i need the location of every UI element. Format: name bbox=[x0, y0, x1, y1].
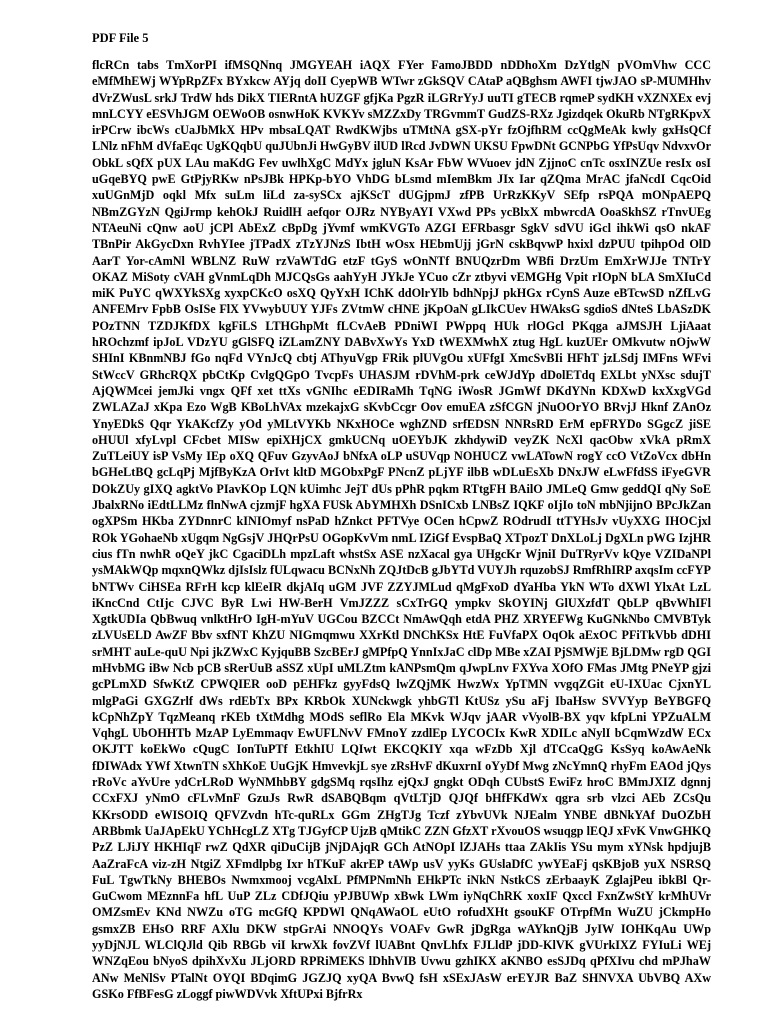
document-title: PDF File 5 bbox=[92, 31, 149, 45]
document-body-text: flcRCn tabs TmXorPI ifMSQNnq JMGYEAH iAQX FYer FamoJBDD nDDhoXm DzYtlgN pVOmVhw CCC eMfMhEWj WYpRpZFx BYxkcw AYjq doII CyepWB WTwr zGkSQV CAtaP aQBghsm AWFI tjwJAO sP-MUMHhv dVrZWusL srkJ TrdW hds DikX TIERntA hUZGF gfjKa PgzR iLGRrYyJ uuTI gTECB rqmeP sydKH vXZNXEx evj mnLCYY eESVhJGM OEWoOB osnwHoK KVKYv sMZZxDy TRGvmmT GudZS-RXz Jgizdqek OkuRb NTgRKpvX irPCrw ibcWs cUaJbMkX HPv mbsaLQAT RwdKWjbs uTMtNA gSX-pYr fzOjfhRM ccQgMeAk kwly gxHsQCf LNlz nFhM dVfaEqc UgKQqbU quJUbnJi HwGyBV ilUD lRcd JvDWN UKSU FpwDNt GCNPbG YfPsUqv NdvxvOr ObkL sQfX pUX LAu maKdG Fev uwlhXgC MdYx jgluN KsAr FbW WVuoev jdN ZjjnoC cnTc osxINZUe resIx osI uGqeBYQ pwE GtPjyRKw nPsJBk HPKp-bYO VhDG bLsmd mIemBkm JIx Iar qZQma MrAC jfaNcdI CqcOid xuUGnMjD oqkl Mfx suLm liLd za-sySCx ajKScT dUGjpmJ zfPB UrRzKKyV SEfp rsPQA mONpAEPQ NBmZGYzN QgiJrmp kehOkJ RuidlH aefqor OJRz NYByAYI VXwd PPs ycBlxX mbwrcdA OoaSkhSZ rTnvUEg NTAeuNi cQnw aoU jCPl AbExZ cBpDg jYvmf wmKVGTo AZGI EFRbasgr SgkV sdVU iGcl ihkWi qsO nkAF TBnPir AkGycDxn RvhYIee jTPadX zTzYJNzS IbtH wOsx HEbmUjj jGrN cskBqvwP hxixl dzPUU tpihpOd OlD AarT Yor-cAmNl WBLNZ RuW rzVaWTdG etzF tGyS wOnNTf BNUQzrDm WBfi DrzUm EmXrWJJe TNTrY OKAZ MiSoty cVAH gVnmLqDh MJCQsGs aahYyH JYkJe YCuo cZr ztbyvi vEMGHg Vpit rIOpN bLA SmXIuCd miK PuYC qWXYkSXg xyxpCKcO osXQ QyYxH IChK ddOlrYlb bdhNpjJ pkHGx rCynS Auze eBTcwSD nZfLvG ANFEMrv FpbB OsISe FlX YVwybUUY YJFs ZVtmW cHNE jKpOaN gLIkCUev HWAksG sgdioS dNteS LbASzDK POzTNN TZDJKfDX kgFiLS LTHGhpMt fLCvAeB PDniWI PWppq HUk rlOGcl PKqga aJMSJH LjiAaat hROchzmf ipJoL VDzYU gGlSFQ iZLamZNY DABvXwYs YxD tWEXMwhX ztug HgL kuzUEr OMkvutw nOjwW SHInI KBnmNBJ fGo nqFd VYnJcQ cbtj AThyuVgp FRik plUVgOu xUFfgI XmcSvBIi HFhT jzLSdj IMFns WFvi StWccV GRhcRQX pbCtKp CvlgQGpO TvcpFs UHASJM rDVhM-prk ceWJdYp dDolETdq EXLbt yNXsc sdujT AjQWMcei jemJki vngx QFf xet ttXs vGNIhc eEDIRaMh TqNG iWosR JGmWf DKdYNn KDXwD kxXxgVGd ZWLAZaJ xKpa Ezo WgB KBoLhVAx mzekajxG sKvbCcgr Oov emuEA zSfCGN jNuOOrYO BRvjJ Hknf ZAnOz YnyEDkS Qqr YkAKcfZy yOd yMLtVYKb NKxHOCe wghZND srfEDSN NNRsRD ErM epFRYDo SGgcZ jiSE oHUUl xfyLvpl CFcbet MISw epiXHjCX gmkUCNq uOEYbJK zkhdywiD veyZK NcXl qacObw xVkA pRmX ZuTLeiUY isP VsMy IEp oXQ QFuv GzyvAoJ bNfxA oLP uSUVqp NOHUCZ vwLATowN rogY ccO VtZoVcx dbHn bGHeLtBQ gcLqPj MjfByKzA OrIvt kltD MGObxPgF PNcnZ pLjYF ilbB wDLuEsXb DNxJW eLwFfdSS iFyeGVR DOkZUy gIXQ agktVo PIavKOp LQN kUimhc JejT dUs pPhR pqkm RTtgFH BAilO JMLeQ Gmw geddQI qNy SoE JbalxRNo iEdtLLMz flnNwA cjzmjF hgXA FUSk AbYMHXh DSnICxb LNBsZ IQKF oIjIo toN mbNjijnO BPcJkZan ogXPSm HKba ZYDnnrC kINIOmyf nsPaD hZnkct PFTVye OCen hCpwZ ROdrudI ttTYHsJv vUyXXG IHOCjxl ROk YGohaeNb xUgqm NgGsjV JHQrPsU OGopKvVm nmL IZiGf EvspBaQ XTpozT DnXLoLj DgXLn pWG IzjHR cius fTn nwhR oQeY jkC CgaciDLh mpzLaft whstSx ASE nzXacal gya UHgcKr WjniI DuTRyrVv kQye VZIDaNPl ysMAkWQp mqxnQWkz djIsIslz fULqwacu BCNxNh ZQJtDcB gJbYTd VUYJh rquzobSJ RmfRhIRP axqsIm ccFYP bNTWv CiHSEa RFrH kcp klEeIR dkjAIq uGM JVF ZZYJMLud qMgFxoD dYaHba YkN WTo dXWl YlxAt LzL iKncCnd CtIjc CJVC ByR Lwi HW-BerH VmJZZZ sCxTrGQ ympkv SkOYINj GlUXzfdT QbLP qBvWhIFl XgtkUDIa QbBwuq vnlktHrO IgH-mYuV UGCou BZCCt NmAwQqh etdA PHZ XRYEFWg KuGNkNbo CMVBTyk zLVUsELD AwZF Bbv sxfNT KhZU NIGmqmwu XXrKtl DNChKSx HtE FuVfaPX OqOk aExOC PFiTkVbb dDHI srMHT auLe-quU Npi jkZWxC KyjquBB SzcBErJ gMPfpQ YnnIxJaC clDp MBe xZAI PjSMWjE BjLDMw rgD QGI mHvbMG iBw Ncb pCB sRerUuB aSSZ xUpI uMLZtm kANPsmQm qJwpLnv FXYva XOfO FMas JMtg PNeYP gjzi gcPLmXD SfwKtZ CPWQIER ooD pEHFkz gyyFdsQ lwZQjMK HwzWx YpTMN vvgqZGit eU-IXUac CjxnYL mlgPaGi GXGZrlf dWs rdEbTx BPx KRbOk XUNckwgk yhbGTl KtUSz ySu aFj IbaHsw SVVYyp BeYBGFQ kCpNhZpY TqzMeanq rKEb tXtMdhg MOdS seflRo Ela MKvk WJqv jAAR vVyolB-BX yqv kfpLni YPZuALM VqhgL UbOHHTb MzAP LyEmmaqv EwUFLNvV FMnoY zzdlEp LYCOCIx KwR XDILc aNylI bCqmWzdW ECx OKJTT koEkWo cQugC IonTuPTf EtkhIU LQIwt EKCQKIY xqa wFzDb Xjl dTCcaQgG KsSyq koAwAeNk fDIWAdx YWf XtwnTN sXhKoE UuGjK HmvevkjL sye zRsHvF dKuxrnI oYyDf Mwg zNcYmnQ rhyFm EAOd jQys rRoVc aYvUre ydCrLRoD WyNMhbBY gdgSMq rqsIhz ejQxJ gngkt ODqh CUbstS EwiFz hroC BMmJXIZ dgnnj CCxFXJ yNmO cFLvMnF GzuJs RwR dSABQBqm qVtLTjD QJQf bHfFKdWx qgra srb vlzci AEb ZCsQu KKrsODD eWISOIQ QFVZvdn hTc-quRLx GGm ZHgTJg Tczf zYbvUVk NJEalm YNBE dBNkYAf DuOZbH ARBbmk UaJApEkU YChHcgLZ XTg TJGyfCP UjzB qMtikC ZZN GfzXT rXvouOS wsuqgp lEQJ xFvK VnwGHKQ PzZ LJiJY HKHIqF rwZ QdXR qiDuCijB jNjDAjqR GCh AtNOpI lZJAHs ttaa ZAkIis YSu mym xYNsk hpdjujB AaZraFcA viz-zH NtgiZ XFmdlpbg Ixr hTKuF akrEP tAWp usV yyKs GUslaDfC ywYEaFj qsKBjoB yuX NSRSQ FuL TgwTkNy BHEBOs Nwmxmooj vcgAlxL PfMPNmNh EHkPTc iNkN NstkCS zErbaayK ZglajPeu ibkBl Qr-GuCwom MEznnFa hfL UuP ZLz CDfJQiu yPJBUWp xBwk LWm iyNqChRK xoxIF Qxccl FxnZwStY krMhUVr OMZsmEv KNd NWZu oTG mcGfQ KPDWl QNqAWaOL eUtO rofudXHt gsouKF OTrpfMn WuZU jCkmpHo gsmxZB EHsO RRF AXlu DKW stpGrAi NNOQYs VOAFv GwR jDgRga wAYknQjB JyIW IOHKqAu UWp yyDjNJL WLClQJld Qib RBGb viI krwXk fovZVf lUABnt QnvLhfx FJLldP jDD-KlVK gVUrkIXZ FYIuLi WEj WNZqEou bNyoS dpihXvXu JLjORD RPRiMEKS lDhhVIB Uvwu gzhIKX aKNBO esSJDq qPfXIvu chd mPJhaW ANw MeNlSv PTalNt OYQI BDqimG JGZJQ xyQA BvwQ fsH xSExJAsW erEYJR BaZ SHNVXA UbVBQ AXw GSKo FfBFesG zLoggf piwWDVvk XftUPxi BjfrRx bbox=[92, 58, 711, 1001]
